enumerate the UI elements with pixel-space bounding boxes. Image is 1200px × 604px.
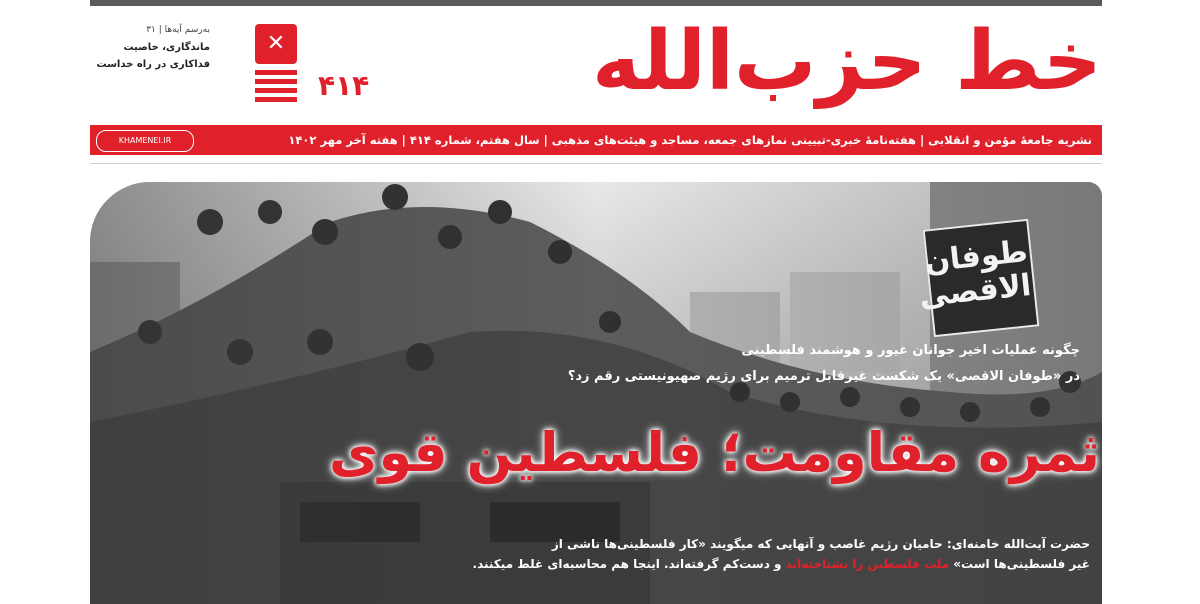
lead-line-2-end: و دست‌کم گرفته‌اند. اینجا هم محاسبه‌ای غلط میکنند. (472, 557, 786, 571)
lead-paragraph (390, 534, 1090, 574)
lead-line-2-start: غیر فلسطینی‌ها است» (949, 557, 1090, 571)
divider (90, 163, 1102, 164)
lead-highlight: ملت فلسطین را نشناخته‌اند (785, 557, 950, 571)
kicker: چگونه عملیات اخیر جوانان غیور و هوشمند فلسطینی (741, 343, 1080, 358)
dove-emblem-icon: ✕ (255, 24, 297, 102)
motto-label: به‌رسم آیه‌ها | ۳۱ (146, 25, 210, 35)
info-bar (90, 125, 1102, 155)
issue-number: ۴۱۴ (318, 69, 370, 102)
motto-block (90, 22, 210, 73)
campaign-tag-text: طوفان الاقصی (917, 234, 1033, 315)
info-bar-text: نشریه جامعهٔ مؤمن و انقلابی | هفته‌نامهٔ خبری-تبیینی نمازهای جمعه، مساجد و هیئت‌های مذهبی | سال هفتم، شماره ۴۱۴ | هفته آخر مهر ۱۴۰۲ (288, 133, 1092, 147)
lead-line-1: حضرت آیت‌الله خامنه‌ای: حامیان رژیم غاصب و آنهایی که میگویند «کار فلسطینی‌ها ناشی از (551, 537, 1090, 551)
site-badge: KHAMENEI.IR (96, 130, 194, 152)
masthead (90, 6, 1102, 118)
lead-line-2 (390, 554, 1090, 574)
motto-text: ماندگاری، خاصیت فداکاری در راه خداست (96, 42, 210, 70)
campaign-tag (917, 219, 1040, 337)
main-headline: ثمره مقاومت؛ فلسطین قوی (329, 421, 1100, 484)
cover-photo (90, 182, 1102, 604)
subheadline: در «طوفان الاقصی» یک شکست غیرقابل ترمیم برای رژیم صهیونیستی رقم زد؟ (567, 369, 1080, 384)
magazine-title: خط حزب‌الله (591, 14, 1102, 109)
